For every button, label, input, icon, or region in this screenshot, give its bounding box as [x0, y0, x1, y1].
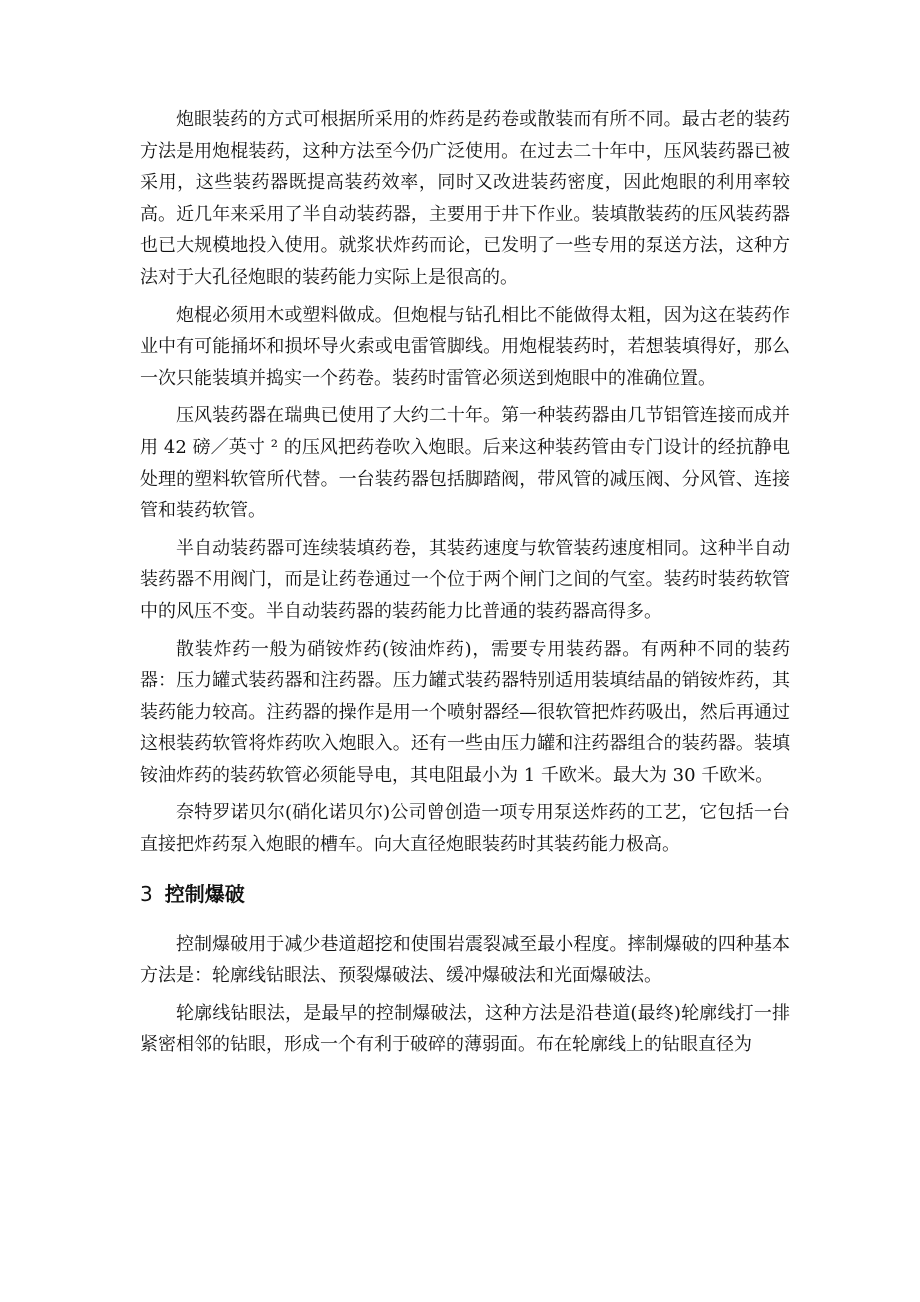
- paragraph-line-drilling: 轮廓线钻眼法，是最早的控制爆破法，这种方法是沿巷道(最终)轮廓线打一排紧密相邻的钻眼，形成一个有利于破碎的薄弱面。布在轮廓线上的钻眼直径为: [140, 1002, 790, 1056]
- section-number: 3: [140, 881, 153, 906]
- section-heading: [140, 879, 790, 909]
- paragraph-semi-automatic-loader: 半自动装药器可连续装填药卷，其装药速度与软管装药速度相同。这种半自动装药器不用阀门，而是让药卷通过一个位于两个闸门之间的气室。装药时装药软管中的风压不变。半自动装药器的装药能力比普通的装药器高得多。: [140, 537, 790, 622]
- paragraph-pumping-process: 奈特罗诺贝尔(硝化诺贝尔)公司曾创造一项专用泵送炸药的工艺，它包括一台直接把炸药泵入炮眼的槽车。向大直径炮眼装药时其装药能力极高。: [140, 802, 790, 856]
- paragraph-bulk-explosives: 散装炸药一般为硝铵炸药(铵油炸药)，需要专用装药器。有两种不同的装药器：压力罐式装药器和注药器。压力罐式装药器特别适用装填结晶的销铵炸药，其装药能力较高。注药器的操作是用一个喷射器经—很软管把炸药吸出，然后再通过这根装药软管将炸药吹入炮眼入。还有一些由压力罐和注药器组合的装药器。装填铵油炸药的装药软管必须能导电，其电阻最小为 1 千欧米。最大为 30 千欧米。: [140, 638, 790, 786]
- paragraph-charging-methods: 炮眼装药的方式可根据所采用的炸药是药卷或散装而有所不同。最古老的装药方法是用炮棍装药，这种方法至今仍广泛使用。在过去二十年中，压风装药器已被采用，这些装药器既提高装药效率，同时又改进装药密度，因此炮眼的利用率较高。近几年来采用了半自动装药器，主要用于井下作业。装填散装药的压风装药器也已大规模地投入使用。就浆状炸药而论，已发明了一些专用的泵送方法，这种方法对于大孔径炮眼的装药能力实际上是很高的。: [140, 109, 790, 288]
- paragraph-controlled-blasting: 控制爆破用于减少巷道超挖和使围岩震裂减至最小程度。摔制爆破的四种基本方法是：轮廓线钻眼法、预裂爆破法、缓冲爆破法和光面爆破法。: [140, 933, 790, 987]
- section-title: 控制爆破: [164, 881, 245, 906]
- paragraph-pneumatic-loader: 压风装药器在瑞典已使用了大约二十年。第一种装药器由几节铝管连接而成并用 42 磅／英寸 ² 的压风把药卷吹入炮眼。后来这种装药管由专门设计的经抗静电处理的塑料软管所代替。一台装药器包括脚踏阀，带风管的减压阀、分风管、连接管和装药软管。: [140, 405, 790, 522]
- paragraph-tamping-rod: 炮棍必须用木或塑料做成。但炮棍与钻孔相比不能做得太粗，因为这在装药作业中有可能捅坏和损坏导火索或电雷管脚线。用炮棍装药时，若想装填得好，那么一次只能装填并捣实一个药卷。装药时雷管必须送到炮眼中的准确位置。: [140, 304, 790, 389]
- document-body: [140, 104, 790, 1067]
